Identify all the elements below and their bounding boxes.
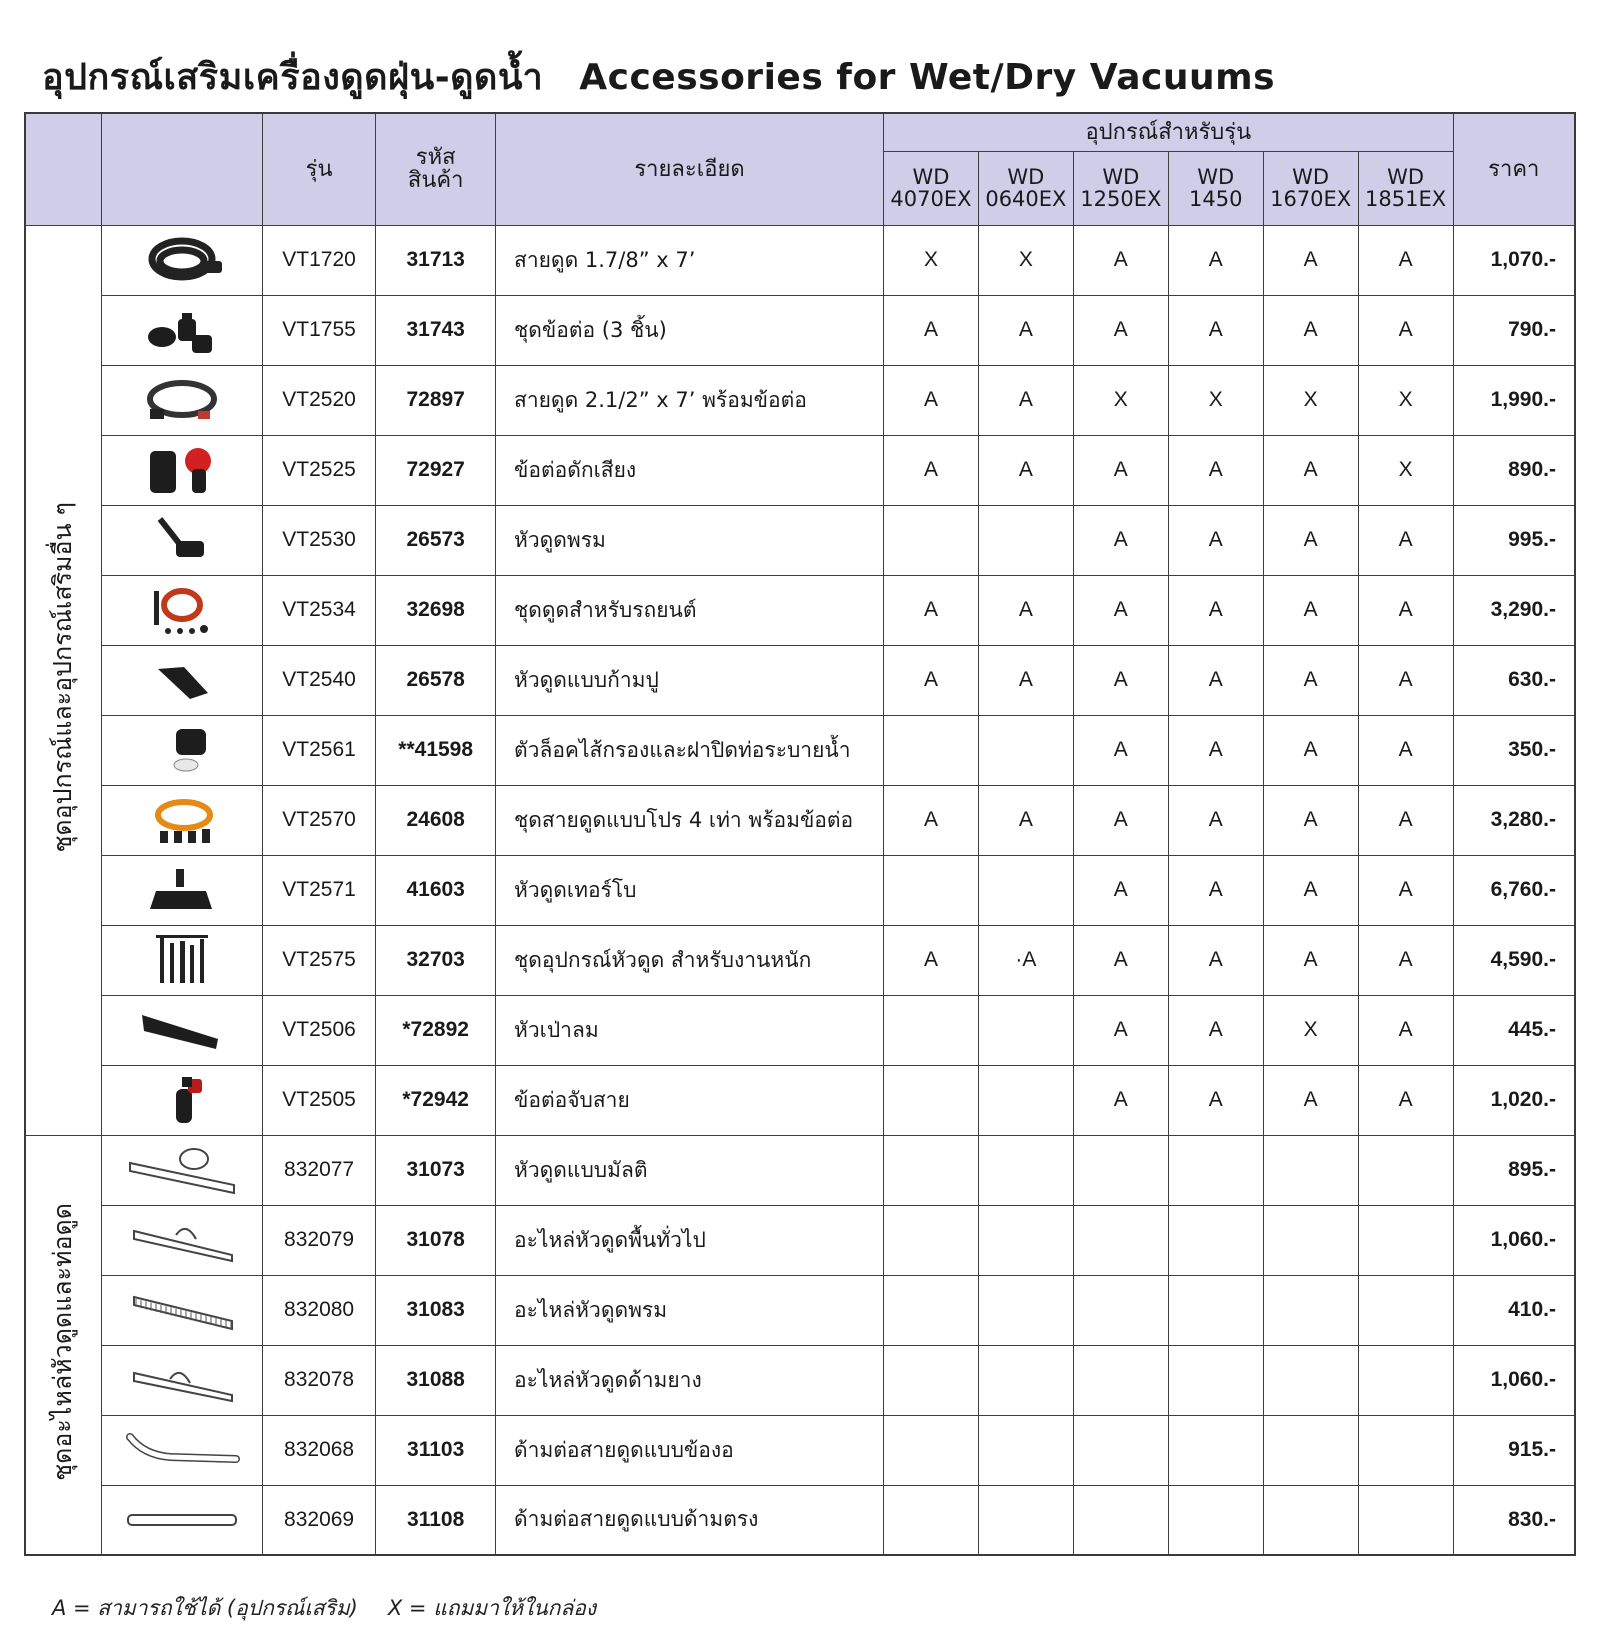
price-cell: 3,280.- xyxy=(1453,785,1575,855)
table-row xyxy=(25,785,1575,855)
compat-cell xyxy=(1168,1415,1263,1485)
compat-cell: A xyxy=(1168,225,1263,295)
code-cell: 72897 xyxy=(376,365,496,435)
product-image-cell xyxy=(101,925,262,995)
compat-cell: A xyxy=(1073,715,1168,785)
header-model-col: WD 1250EX xyxy=(1073,151,1168,225)
model-cell: 832077 xyxy=(262,1135,376,1205)
compat-cell: A xyxy=(1168,925,1263,995)
code-cell: 72927 xyxy=(376,435,496,505)
compat-cell: X xyxy=(884,225,979,295)
code-cell: 31073 xyxy=(376,1135,496,1205)
table-row xyxy=(25,1345,1575,1415)
compat-cell: A xyxy=(978,575,1073,645)
compat-cell xyxy=(884,1345,979,1415)
compat-cell: A xyxy=(1073,505,1168,575)
compat-cell: A xyxy=(1073,575,1168,645)
compat-cell: A xyxy=(1168,295,1263,365)
compat-cell xyxy=(1358,1485,1453,1555)
compat-cell xyxy=(884,1205,979,1275)
code-cell: 31083 xyxy=(376,1275,496,1345)
code-cell: 41603 xyxy=(376,855,496,925)
model-cell: VT2540 xyxy=(262,645,376,715)
code-cell: 31078 xyxy=(376,1205,496,1275)
compat-cell xyxy=(1358,1345,1453,1415)
description-cell: หัวดูดเทอร์โบ xyxy=(496,855,884,925)
price-cell: 445.- xyxy=(1453,995,1575,1065)
compat-cell: A xyxy=(978,645,1073,715)
compat-cell: A xyxy=(1358,1065,1453,1135)
compat-cell: A xyxy=(1073,785,1168,855)
description-cell: อะไหล่หัวดูดพรม xyxy=(496,1275,884,1345)
accessories-table-body xyxy=(25,225,1575,1555)
compat-cell: A xyxy=(1358,995,1453,1065)
product-image-cell xyxy=(101,715,262,785)
compat-cell: A xyxy=(884,365,979,435)
price-cell: 895.- xyxy=(1453,1135,1575,1205)
model-cell: VT2505 xyxy=(262,1065,376,1135)
compat-cell: A xyxy=(1263,855,1358,925)
price-cell: 630.- xyxy=(1453,645,1575,715)
code-cell: 32703 xyxy=(376,925,496,995)
compat-cell: A xyxy=(1073,1065,1168,1135)
model-cell: VT2520 xyxy=(262,365,376,435)
description-cell: ข้อต่อจับสาย xyxy=(496,1065,884,1135)
product-image-cell xyxy=(101,1275,262,1345)
compat-cell xyxy=(884,1275,979,1345)
compat-cell: A xyxy=(1168,435,1263,505)
carpet-nozzle-part-icon xyxy=(120,1281,244,1339)
model-cell: VT2534 xyxy=(262,575,376,645)
model-cell: 832069 xyxy=(262,1485,376,1555)
price-cell: 1,990.- xyxy=(1453,365,1575,435)
header-model-col: WD 1450 xyxy=(1168,151,1263,225)
description-cell: สายดูด 1.7/8” x 7’ xyxy=(496,225,884,295)
description-cell: ชุดข้อต่อ (3 ชิ้น) xyxy=(496,295,884,365)
compat-cell: A xyxy=(1358,225,1453,295)
compat-cell xyxy=(884,715,979,785)
compat-cell: A xyxy=(1358,785,1453,855)
compat-cell xyxy=(884,995,979,1065)
code-cell: 26573 xyxy=(376,505,496,575)
compat-cell: A xyxy=(1358,645,1453,715)
compat-cell: A xyxy=(884,295,979,365)
compat-cell: A xyxy=(1168,855,1263,925)
table-row xyxy=(25,435,1575,505)
compat-cell xyxy=(884,1135,979,1205)
table-row xyxy=(25,1275,1575,1345)
compat-cell xyxy=(1073,1415,1168,1485)
compat-cell: A xyxy=(884,575,979,645)
compat-cell xyxy=(1263,1135,1358,1205)
table-row xyxy=(25,995,1575,1065)
product-image-cell xyxy=(101,855,262,925)
compat-cell: X xyxy=(1263,365,1358,435)
car-cleaning-kit-icon xyxy=(120,581,244,639)
blower-nozzle-icon xyxy=(120,1001,244,1059)
carpet-nozzle-icon xyxy=(120,511,244,569)
compat-cell: A xyxy=(1263,925,1358,995)
compat-cell xyxy=(978,995,1073,1065)
compat-cell: A xyxy=(1358,505,1453,575)
model-cell: VT2571 xyxy=(262,855,376,925)
compat-cell: X xyxy=(1263,995,1358,1065)
compat-cell: A xyxy=(1073,925,1168,995)
description-cell: ตัวล็อคไส้กรองและฝาปิดท่อระบายน้ำ xyxy=(496,715,884,785)
compat-cell xyxy=(1073,1345,1168,1415)
product-image-cell xyxy=(101,225,262,295)
compat-cell xyxy=(1358,1135,1453,1205)
legend-x: X = แถมมาให้ในกล่อง xyxy=(387,1596,597,1620)
table-row xyxy=(25,295,1575,365)
compat-cell: A xyxy=(1358,925,1453,995)
price-cell: 890.- xyxy=(1453,435,1575,505)
compat-cell xyxy=(1073,1135,1168,1205)
compat-cell: A xyxy=(1263,715,1358,785)
claw-nozzle-icon xyxy=(120,651,244,709)
header-model-col: WD 1851EX xyxy=(1358,151,1453,225)
rubber-blade-nozzle-part-icon xyxy=(120,1351,244,1409)
table-row xyxy=(25,225,1575,295)
filter-lock-drain-cap-icon xyxy=(120,721,244,779)
compat-cell xyxy=(1168,1485,1263,1555)
code-cell: 24608 xyxy=(376,785,496,855)
compat-cell: A xyxy=(978,365,1073,435)
model-cell: 832078 xyxy=(262,1345,376,1415)
compat-cell xyxy=(1263,1485,1358,1555)
compat-cell xyxy=(1168,1135,1263,1205)
header-price: ราคา xyxy=(1453,113,1575,225)
compat-cell: A xyxy=(1358,295,1453,365)
group-label-cell xyxy=(25,225,101,1135)
compat-cell xyxy=(978,715,1073,785)
price-cell: 1,060.- xyxy=(1453,1205,1575,1275)
code-cell: 31103 xyxy=(376,1415,496,1485)
description-cell: หัวดูดแบบก้ามปู xyxy=(496,645,884,715)
compat-cell: A xyxy=(884,925,979,995)
compat-cell: A xyxy=(884,785,979,855)
compat-cell: A xyxy=(1168,715,1263,785)
price-cell: 3,290.- xyxy=(1453,575,1575,645)
compat-cell: X xyxy=(1073,365,1168,435)
compat-cell xyxy=(978,1345,1073,1415)
compat-cell: A xyxy=(978,295,1073,365)
straight-wand-icon xyxy=(120,1491,244,1549)
product-image-cell xyxy=(101,785,262,855)
compat-cell: A xyxy=(978,435,1073,505)
compat-cell xyxy=(1263,1275,1358,1345)
price-cell: 915.- xyxy=(1453,1415,1575,1485)
compat-cell: A xyxy=(1073,225,1168,295)
group-label: ชุดอุปกรณ์และอุปกรณ์เสริมอื่น ๆ xyxy=(48,502,78,853)
compat-cell xyxy=(1358,1415,1453,1485)
compat-cell xyxy=(1263,1345,1358,1415)
compat-cell: A xyxy=(1168,575,1263,645)
model-cell: 832080 xyxy=(262,1275,376,1345)
header-image-col xyxy=(101,113,262,225)
product-image-cell xyxy=(101,1065,262,1135)
compat-cell: A xyxy=(1168,995,1263,1065)
compat-cell: A xyxy=(1358,575,1453,645)
hose-adapters-icon xyxy=(120,301,244,359)
table-row xyxy=(25,715,1575,785)
compat-cell xyxy=(884,855,979,925)
price-cell: 6,760.- xyxy=(1453,855,1575,925)
code-cell: 31108 xyxy=(376,1485,496,1555)
compat-cell: X xyxy=(1168,365,1263,435)
compat-cell: A xyxy=(1073,645,1168,715)
product-image-cell xyxy=(101,1345,262,1415)
compat-cell: A xyxy=(1263,645,1358,715)
compat-cell: X xyxy=(1358,365,1453,435)
floor-nozzle-part-icon xyxy=(120,1211,244,1269)
compat-cell: X xyxy=(1358,435,1453,505)
model-cell: VT2570 xyxy=(262,785,376,855)
table-row xyxy=(25,1065,1575,1135)
pro-hose-kit-icon xyxy=(120,791,244,849)
compat-cell xyxy=(978,855,1073,925)
code-cell: 32698 xyxy=(376,575,496,645)
compat-cell xyxy=(1073,1275,1168,1345)
table-row xyxy=(25,855,1575,925)
description-cell: หัวดูดแบบมัลติ xyxy=(496,1135,884,1205)
price-cell: 4,590.- xyxy=(1453,925,1575,995)
code-cell: 26578 xyxy=(376,645,496,715)
description-cell: สายดูด 2.1/2” x 7’ พร้อมข้อต่อ xyxy=(496,365,884,435)
price-cell: 830.- xyxy=(1453,1485,1575,1555)
model-cell: 832079 xyxy=(262,1205,376,1275)
compat-cell xyxy=(978,1415,1073,1485)
compat-cell: A xyxy=(1358,855,1453,925)
description-cell: อะไหล่หัวดูดพื้นทั่วไป xyxy=(496,1205,884,1275)
description-cell: ชุดสายดูดแบบโปร 4 เท่า พร้อมข้อต่อ xyxy=(496,785,884,855)
compat-cell xyxy=(884,1485,979,1555)
product-image-cell xyxy=(101,1205,262,1275)
table-row xyxy=(25,1485,1575,1555)
curved-wand-icon xyxy=(120,1421,244,1479)
description-cell: ด้ามต่อสายดูดแบบด้ามตรง xyxy=(496,1485,884,1555)
compat-cell: A xyxy=(1263,295,1358,365)
compat-cell xyxy=(1168,1275,1263,1345)
model-cell: VT2525 xyxy=(262,435,376,505)
compat-cell xyxy=(1073,1485,1168,1555)
multi-floor-nozzle-icon xyxy=(120,1141,244,1199)
price-cell: 1,070.- xyxy=(1453,225,1575,295)
compat-cell: A xyxy=(1168,645,1263,715)
compat-cell: A xyxy=(1263,575,1358,645)
compat-cell xyxy=(1073,1205,1168,1275)
compat-cell: A xyxy=(1168,505,1263,575)
vacuum-hose-icon xyxy=(120,231,244,289)
compat-cell: A xyxy=(884,435,979,505)
price-cell: 1,060.- xyxy=(1453,1345,1575,1415)
heavy-duty-nozzle-kit-icon xyxy=(120,931,244,989)
product-image-cell xyxy=(101,435,262,505)
compat-cell: A xyxy=(1073,995,1168,1065)
compat-cell: ·A xyxy=(978,925,1073,995)
compat-cell: A xyxy=(1263,785,1358,855)
code-cell: **41598 xyxy=(376,715,496,785)
description-cell: ข้อต่อดักเสียง xyxy=(496,435,884,505)
hose-handle-adapter-icon xyxy=(120,1071,244,1129)
compat-cell xyxy=(978,1205,1073,1275)
price-cell: 410.- xyxy=(1453,1275,1575,1345)
compat-cell xyxy=(1358,1275,1453,1345)
compat-cell xyxy=(1263,1415,1358,1485)
compat-cell xyxy=(978,1065,1073,1135)
code-cell: 31713 xyxy=(376,225,496,295)
description-cell: อะไหล่หัวดูดด้ามยาง xyxy=(496,1345,884,1415)
price-cell: 1,020.- xyxy=(1453,1065,1575,1135)
price-cell: 350.- xyxy=(1453,715,1575,785)
compat-cell: A xyxy=(884,645,979,715)
header-compat-group: อุปกรณ์สำหรับรุ่น xyxy=(884,113,1454,151)
table-row xyxy=(25,505,1575,575)
compat-cell: A xyxy=(1263,435,1358,505)
compat-cell: A xyxy=(1358,715,1453,785)
compat-cell: A xyxy=(1263,225,1358,295)
model-cell: VT2575 xyxy=(262,925,376,995)
compat-cell xyxy=(1263,1205,1358,1275)
legend xyxy=(52,1592,596,1625)
product-image-cell xyxy=(101,1415,262,1485)
product-image-cell xyxy=(101,505,262,575)
compat-cell: A xyxy=(978,785,1073,855)
compat-cell xyxy=(1168,1345,1263,1415)
description-cell: หัวเป่าลม xyxy=(496,995,884,1065)
compat-cell: A xyxy=(1168,785,1263,855)
compat-cell xyxy=(978,1135,1073,1205)
table-row xyxy=(25,925,1575,995)
compat-cell xyxy=(978,1485,1073,1555)
description-cell: หัวดูดพรม xyxy=(496,505,884,575)
code-cell: 31088 xyxy=(376,1345,496,1415)
compat-cell: A xyxy=(1073,435,1168,505)
product-image-cell xyxy=(101,1135,262,1205)
compat-cell: X xyxy=(978,225,1073,295)
model-cell: VT1720 xyxy=(262,225,376,295)
table-row xyxy=(25,575,1575,645)
model-cell: VT2530 xyxy=(262,505,376,575)
group-label-cell xyxy=(25,1135,101,1555)
code-cell: *72892 xyxy=(376,995,496,1065)
title-thai: อุปกรณ์เสริมเครื่องดูดฝุ่น-ดูดน้ำ xyxy=(42,57,544,98)
model-cell: VT2561 xyxy=(262,715,376,785)
price-cell: 995.- xyxy=(1453,505,1575,575)
table-row xyxy=(25,1135,1575,1205)
header-model-col: WD 4070EX xyxy=(884,151,979,225)
header-model-col: WD 0640EX xyxy=(978,151,1073,225)
turbo-nozzle-icon xyxy=(120,861,244,919)
compat-cell: A xyxy=(1073,855,1168,925)
header-model: รุ่น xyxy=(262,113,376,225)
compat-cell: A xyxy=(1168,1065,1263,1135)
accessories-table xyxy=(24,112,1576,1556)
product-image-cell xyxy=(101,295,262,365)
compat-cell xyxy=(978,1275,1073,1345)
product-image-cell xyxy=(101,365,262,435)
legend-a: A = สามารถใช้ได้ (อุปกรณ์เสริม) xyxy=(52,1596,358,1620)
compat-cell xyxy=(1358,1205,1453,1275)
table-row xyxy=(25,1415,1575,1485)
compat-cell: A xyxy=(1073,295,1168,365)
description-cell: ด้ามต่อสายดูดแบบข้องอ xyxy=(496,1415,884,1485)
compat-cell xyxy=(1168,1205,1263,1275)
compat-cell: A xyxy=(1263,505,1358,575)
model-cell: VT1755 xyxy=(262,295,376,365)
code-cell: 31743 xyxy=(376,295,496,365)
price-cell: 790.- xyxy=(1453,295,1575,365)
compat-cell: A xyxy=(1263,1065,1358,1135)
description-cell: ชุดอุปกรณ์หัวดูด สำหรับงานหนัก xyxy=(496,925,884,995)
model-cell: VT2506 xyxy=(262,995,376,1065)
title-english: Accessories for Wet/Dry Vacuums xyxy=(579,57,1276,98)
page-title xyxy=(42,48,1275,105)
model-cell: 832068 xyxy=(262,1415,376,1485)
table-row xyxy=(25,645,1575,715)
compat-cell xyxy=(884,1065,979,1135)
product-image-cell xyxy=(101,645,262,715)
muffler-adapter-icon xyxy=(120,441,244,499)
header-code: รหัส สินค้า xyxy=(376,113,496,225)
header-group-col xyxy=(25,113,101,225)
compat-cell xyxy=(884,505,979,575)
product-image-cell xyxy=(101,575,262,645)
table-row xyxy=(25,1205,1575,1275)
header-description: รายละเอียด xyxy=(496,113,884,225)
table-row xyxy=(25,365,1575,435)
group-label: ชุดอะไหล่หัวดูดและท่อดูด xyxy=(48,1203,78,1482)
product-image-cell xyxy=(101,1485,262,1555)
code-cell: *72942 xyxy=(376,1065,496,1135)
compat-cell xyxy=(884,1415,979,1485)
product-image-cell xyxy=(101,995,262,1065)
header-model-col: WD 1670EX xyxy=(1263,151,1358,225)
compat-cell xyxy=(978,505,1073,575)
vacuum-hose-with-adapter-icon xyxy=(120,371,244,429)
description-cell: ชุดดูดสำหรับรถยนต์ xyxy=(496,575,884,645)
